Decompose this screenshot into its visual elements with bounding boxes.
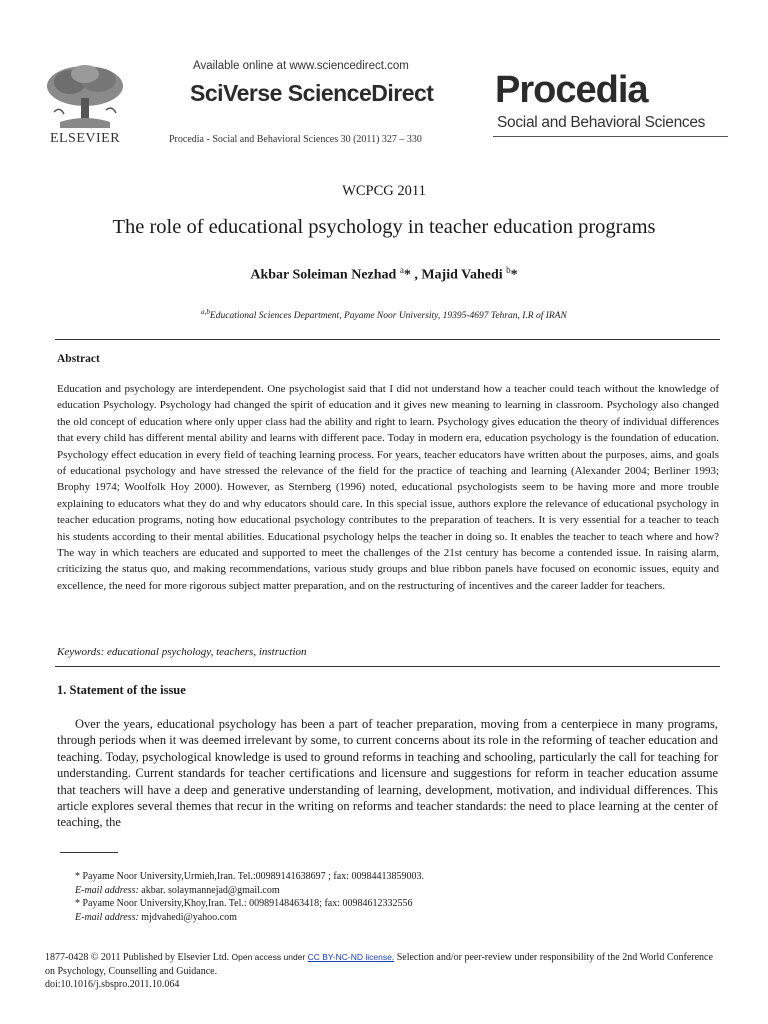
email-address-1[interactable]: akbar. solaymannejad@gmail.com [138,884,280,896]
footnote-1: * Payame Noor University,Urmieh,Iran. Tel.:00989141638697 ; fax: 00984413859003. [75,871,424,882]
footnote-1-email [75,884,424,898]
license-link[interactable]: CC BY-NC-ND license. [307,952,395,962]
footnote-rule [60,852,118,853]
journal-citation: Procedia - Social and Behavioral Sciences 30 (2011) 327 – 330 [169,134,422,145]
email-address-2[interactable]: mjdvahedi@yahoo.com [138,911,237,923]
tree-logo-icon [40,62,130,132]
affiliation-text: Educational Sciences Department, Payame Noor University, 19395-4697 Tehran, I.R of IRAN [209,311,567,322]
author-1-affil: a [399,265,404,275]
affiliation [0,308,768,321]
email-label: E-mail address: [75,884,139,896]
open-access-text: Open access under [229,952,308,962]
article-title: The role of educational psychology in teacher education programs [112,216,656,238]
copyright-text: 1877-0428 © 2011 Published by Elsevier Ltd. [45,952,230,963]
procedia-subtitle: Social and Behavioral Sciences [497,114,706,131]
procedia-rule [493,136,728,137]
abstract-heading: Abstract [57,353,100,365]
author-1: Akbar Soleiman Nezhad [250,267,397,283]
abstract-top-rule [55,339,720,340]
footnote-2: * Payame Noor University,Khoy,Iran. Tel.: 00989148463418; fax: 00984612332556 [75,898,413,910]
footnotes [75,870,424,924]
author-2-mark: * [510,267,518,283]
doi: doi:10.1016/j.sbspro.2011.10.064 [45,979,180,990]
publisher-name: ELSEVIER [49,131,121,146]
abstract-text: Education and psychology are interdependent. One psychologist said that I did not understand how a teacher could teach without the knowledge of education Psychology. Psychology had changed the spirit of education and it gives new meaning to learning in classroom. Psychology also changed the old concept of education where only upper class had the ability and right to learn. Psychology gives education the theory of individual differences that every child has different mental ability and learns with different pace. Today in modern era, education psychology is the foundation of education. Psychology effect education in every field of teaching learning process. For years, teacher educators have written about the purposes, aims, and goals of educational psychology and have stressed the relevance of the field for the practice of teaching and learning (Alexander 2004; Berliner 1993; Brophy 1974; Woolfolk Hoy 2000). However, as Sternberg (1996) noted, educational psychologists seem to be having more and more trouble explaining to educators what they do and why educators should care. In this special issue, authors explore the relevance of educational psychology in teacher education programs, noting how educational psychology contributes to the preparation of teachers. It is very essential for a teacher to teach his students according to their mental abilities. Educational psychology helps the teacher in doing so. It enables the teacher to teach where and how? The way in which teachers are educated and supported to meet the challenges of the 21st century has become a contended issue. In raising alarm, criticizing the status quo, and making recommendations, various study groups and blue ribbon panels have focused on economic issues, equity and excellence, the need for more rigorous subject matter preparation, and on the restructuring of incentives and the career ladder for teachers. [57,383,719,592]
conference-name: WCPCG 2011 [342,183,426,199]
sciverse-brand: SciVerse ScienceDirect [190,80,434,106]
footnote-2-email [75,911,424,925]
section-text: Over the years, educational psychology has been a part of teacher preparation, moving from a centerpiece in many programs, through periods when it was deemed irrelevant by some, to current concerns about its role in the reforming of teacher education and teaching. Today, psychological knowledge is used to ground reforms in teaching and schooling, particularly the call for teaching for understanding. Current standards for teacher certifications and licensure and suggestions for reform in teacher education assume that teachers will have a deep and generative understanding of learning, development, motivation, and individual differences. This article explores several themes that recur in the writing on reforms and teacher standards: the need to place learning at the center of teaching, the [57,717,718,830]
email-label: E-mail address: [75,911,139,923]
author-list [0,265,768,284]
procedia-brand: Procedia [495,69,648,111]
available-online-text: Available online at www.sciencedirect.com [193,60,409,72]
affiliation-sup: a,b [201,308,210,316]
abstract-bottom-rule [55,666,720,667]
peer-review-text: Selection and/or peer-review under responsibility of the 2nd World Conference on Psychology, Counselling and Guidance. [45,952,713,977]
copyright-notice [45,951,717,978]
author-2: Majid Vahedi [421,267,503,283]
section-heading: 1. Statement of the issue [57,683,186,697]
author-2-affil: b [506,265,511,275]
author-1-mark: * , [403,267,422,283]
keywords: Keywords: educational psychology, teachers, instruction [57,646,307,658]
